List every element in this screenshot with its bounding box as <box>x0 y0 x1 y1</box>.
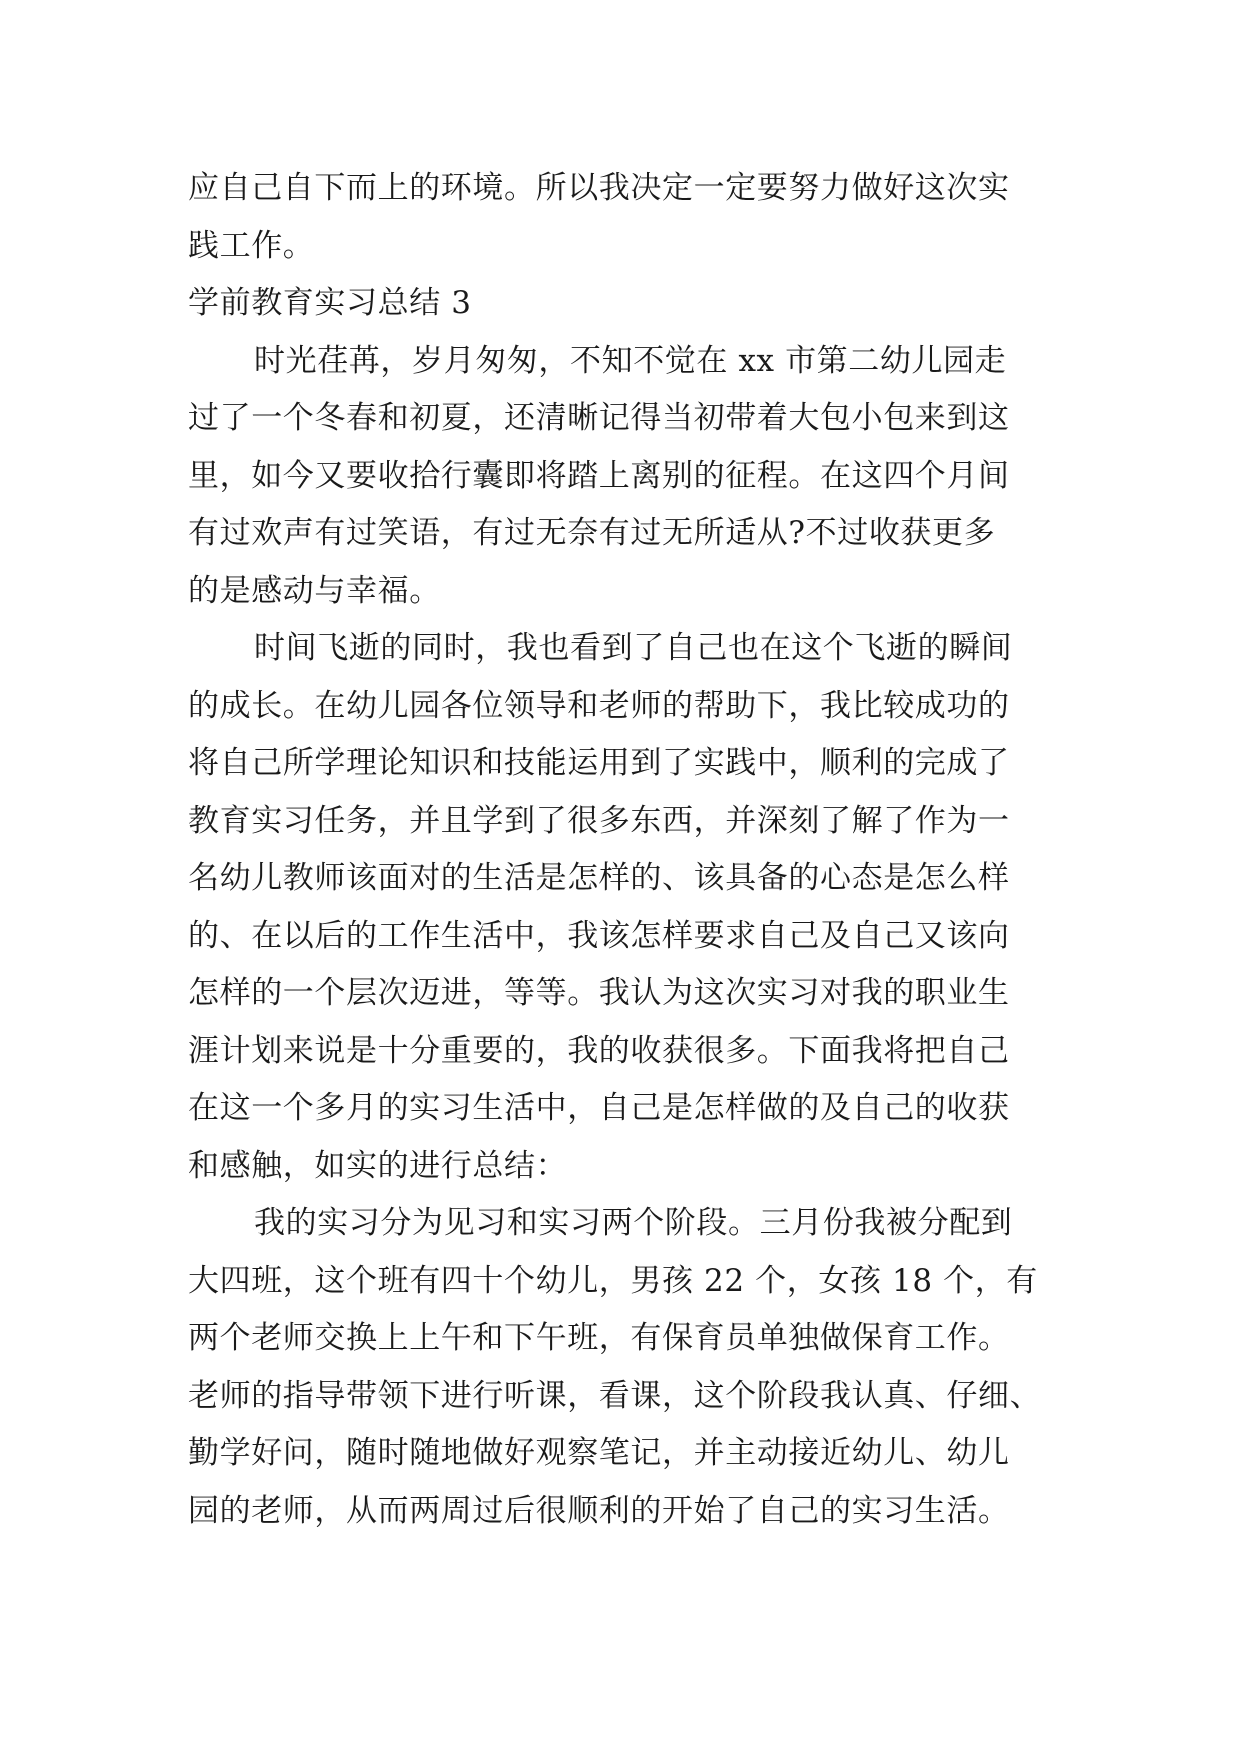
text-line: 的是感动与幸福。 <box>188 572 441 609</box>
text-line: 里，如今又要收拾行囊即将踏上离别的征程。在这四个月间 <box>188 457 1010 494</box>
text-line: 在这一个多月的实习生活中，自己是怎样做的及自己的收获 <box>188 1090 1010 1126</box>
text-line: 我的实习分为见习和实习两个阶段。三月份我被分配到 <box>254 1205 1013 1241</box>
text-line: 园的老师，从而两周过后很顺利的开始了自己的实习生活。 <box>188 1492 1010 1529</box>
text-line: 勤学好问，随时随地做好观察笔记，并主动接近幼儿、幼儿 <box>188 1435 1010 1471</box>
text-line: 怎样的一个层次迈进，等等。我认为这次实习对我的职业生 <box>188 975 1010 1011</box>
section-heading: 学前教育实习总结 3 <box>188 285 472 321</box>
text-line: 的、在以后的工作生活中，我该怎样要求自己及自己又该向 <box>188 917 1010 954</box>
text-line: 践工作。 <box>188 227 315 264</box>
text-line: 过了一个冬春和初夏，还清晰记得当初带着大包小包来到这 <box>188 400 1010 436</box>
text-line: 名幼儿教师该面对的生活是怎样的、该具备的心态是怎么样 <box>188 860 1010 896</box>
text-line: 大四班，这个班有四十个幼儿，男孩 22 个，女孩 18 个，有 <box>188 1262 1038 1299</box>
text-line: 应自己自下而上的环境。所以我决定一定要努力做好这次实 <box>188 170 1010 206</box>
text-line: 老师的指导带领下进行听课，看课，这个阶段我认真、仔细、 <box>188 1377 1042 1414</box>
text-line: 教育实习任务，并且学到了很多东西，并深刻了解了作为一 <box>188 802 1010 839</box>
document-body <box>188 160 1068 1540</box>
text-line: 涯计划来说是十分重要的，我的收获很多。下面我将把自己 <box>188 1032 1010 1069</box>
text-line: 的成长。在幼儿园各位领导和老师的帮助下，我比较成功的 <box>188 687 1010 724</box>
text-line: 有过欢声有过笑语，有过无奈有过无所适从?不过收获更多 <box>188 515 996 551</box>
text-line: 和感触，如实的进行总结： <box>188 1147 568 1184</box>
text-line: 时间飞逝的同时，我也看到了自己也在这个飞逝的瞬间 <box>254 630 1013 666</box>
text-line: 两个老师交换上上午和下午班，有保育员单独做保育工作。 <box>188 1320 1010 1356</box>
text-line: 将自己所学理论知识和技能运用到了实践中，顺利的完成了 <box>188 745 1010 781</box>
text-line: 时光荏苒，岁月匆匆，不知不觉在 xx 市第二幼儿园走 <box>254 342 1007 379</box>
